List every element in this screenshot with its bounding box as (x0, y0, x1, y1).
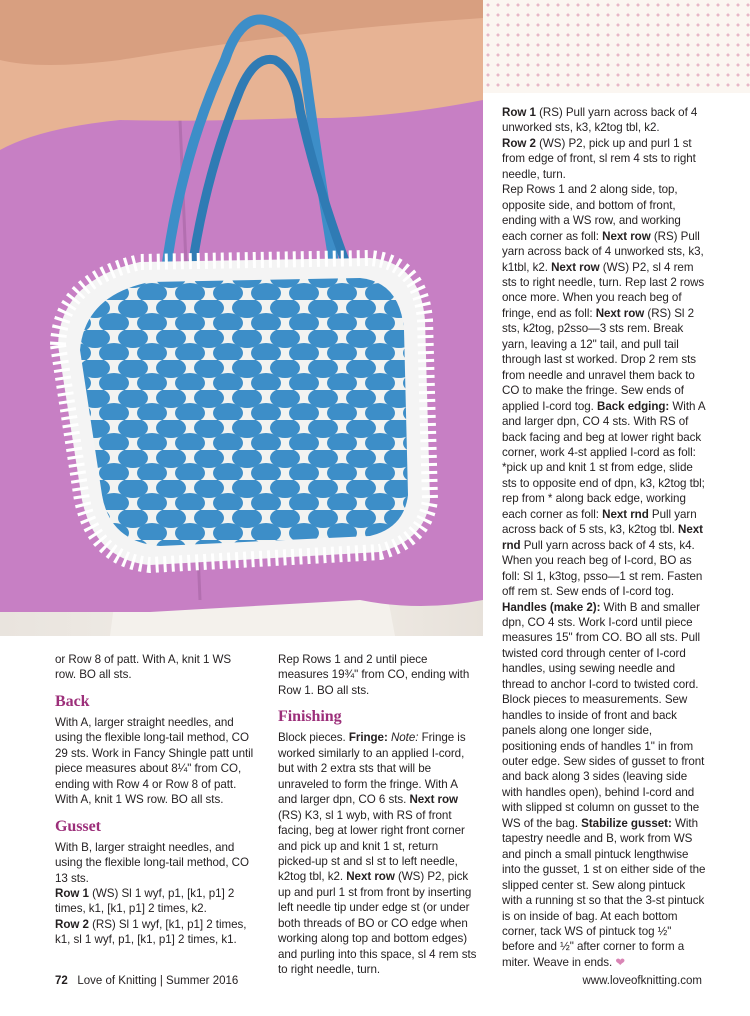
gusset-row2: Row 2 (RS) Sl 1 wyf, [k1, p1] 2 times, k1, sl 1 wyf, p1, [k1, p1] 2 times, k1. (55, 917, 247, 947)
hero-photo (0, 0, 483, 636)
middle-column (278, 652, 478, 978)
knitted-bag-illustration (0, 0, 483, 636)
finishing-heading: Finishing (278, 708, 342, 726)
gusset-text: With B, larger straight needles, and using the flexible long-tail method, CO 13 sts. (55, 840, 249, 885)
issue: | Summer 2016 (156, 975, 239, 987)
right-column (502, 105, 707, 970)
right-row1: Row 1 (RS) Pull yarn across back of 4 unworked sts, k3, k2tog tbl, k2. (502, 106, 698, 135)
gusset-heading: Gusset (55, 817, 101, 835)
rep-text: Rep Rows 1 and 2 until piece measures 19¾" from CO, ending with Row 1. BO all sts. (278, 653, 470, 697)
right-body: Rep Rows 1 and 2 along side, top, opposite side, and bottom of front, ending with a WS row, and working each corner as foll: Next row (RS) Pull yarn across back of 4 unworked sts, k3, k1tbl, k2. Next row (WS) P2, sl 4 rem sts to right needle, turn. Rep last 2 rows once more. When you reach beg of fringe, end as foll: Next row (RS) Sl 2 sts, k2tog, p2sso—3 sts rem. Break yarn, leaving a 12" tail, and pull tail through last st worked. Drop 2 rem sts from needle and unravel them back to CO to make the fringe. Sew ends of applied I-cord tog. Back edging: With A and larger dpn, CO 4 sts. With RS of back facing and beg at lower right back corner, work 4-st applied I-cord as foll: *pick up and knit 1 st from edge, slide sts to opposite end of dpn, k3, k2tog tbl; rep from * along back edge, working each corner as foll: Next rnd Pull yarn across back of 5 sts, k3, k2tog tbl. Next rnd Pull yarn across back of 4 sts, k4. When you reach beg of I-cord, BO as foll: Sl 1, k3tog, psso—1 st rem. Fasten off rem st. Sew ends of I-cord tog. Handles (make 2): With B and smaller dpn, CO 4 sts. Work I-cord until piece measures 15" from CO. BO all sts. Pull twisted cord through center of I-cord handles, using sewing needle and thread to anchor I-cord to twisted cord. Block pieces to measurements. Sew handles to inside of front and back panels along one longer side, positioning ends of handles 1" in from outer edge. Sew sides of gusset to front and back along 3 sides (leaving side with handles open), behind I-cord and with slipped st column on gusset to the WS of the bag. Stabilize gusset: With tapestry needle and B, work from WS and pinch a small pintuck lengthwise into the gusset, 1 st on either side of the slipped center st. Sew along pintuck with a running st so that the 3-st pintuck is on inside of bag. At each bottom corner, tack WS of pintuck tog ½" before and ½" after corner to form a miter. Weave in ends. ❤ (502, 183, 706, 969)
page-number: 72 (55, 975, 68, 987)
back-text: With A, larger straight needles, and using the flexible long-tail method, CO 29 sts. Work in Fancy Shingle patt until piece measures about 8¼" from CO, ending with Row 4 or Row 8 of patt. With A, knit 1 WS row. BO all sts. (55, 715, 254, 807)
back-heading: Back (55, 692, 90, 710)
left-intro: or Row 8 of patt. With A, knit 1 WS row. BO all sts. (55, 653, 232, 682)
footer-left (55, 975, 238, 987)
left-column (55, 652, 255, 948)
footer-url[interactable]: www.loveofknitting.com (582, 975, 702, 987)
finishing-text: Block pieces. Fringe: Note: Fringe is worked similarly to an applied I-cord, but with 2 extra sts that will be unraveled to form the fringe. With A and larger dpn, CO 6 sts. Next row (RS) K3, sl 1 wyb, with RS of front facing, beg at lower right front corner and pick up and knit 1 st, return picked-up st and sl st to left needle, k2tog tbl, k2. Next row (WS) P2, pick up and purl 1 st from front by inserting left needle tip under edge st (or under both threads of BO or CO edge when working along top and bottom edges) and purling into this space, sl 4 rem sts to right needle, turn. (278, 731, 477, 977)
gusset-row1: Row 1 (WS) Sl 1 wyf, p1, [k1, p1] 2 times, k1, [k1, p1] 2 times, k2. (55, 886, 235, 916)
heart-icon: ❤ (615, 955, 626, 969)
right-row2: Row 2 (WS) P2, pick up and purl 1 st from edge of front, sl rem 4 sts to right needle, turn. (502, 136, 696, 181)
magazine-name: Love of Knitting (77, 975, 157, 987)
dotted-decoration (483, 0, 750, 93)
